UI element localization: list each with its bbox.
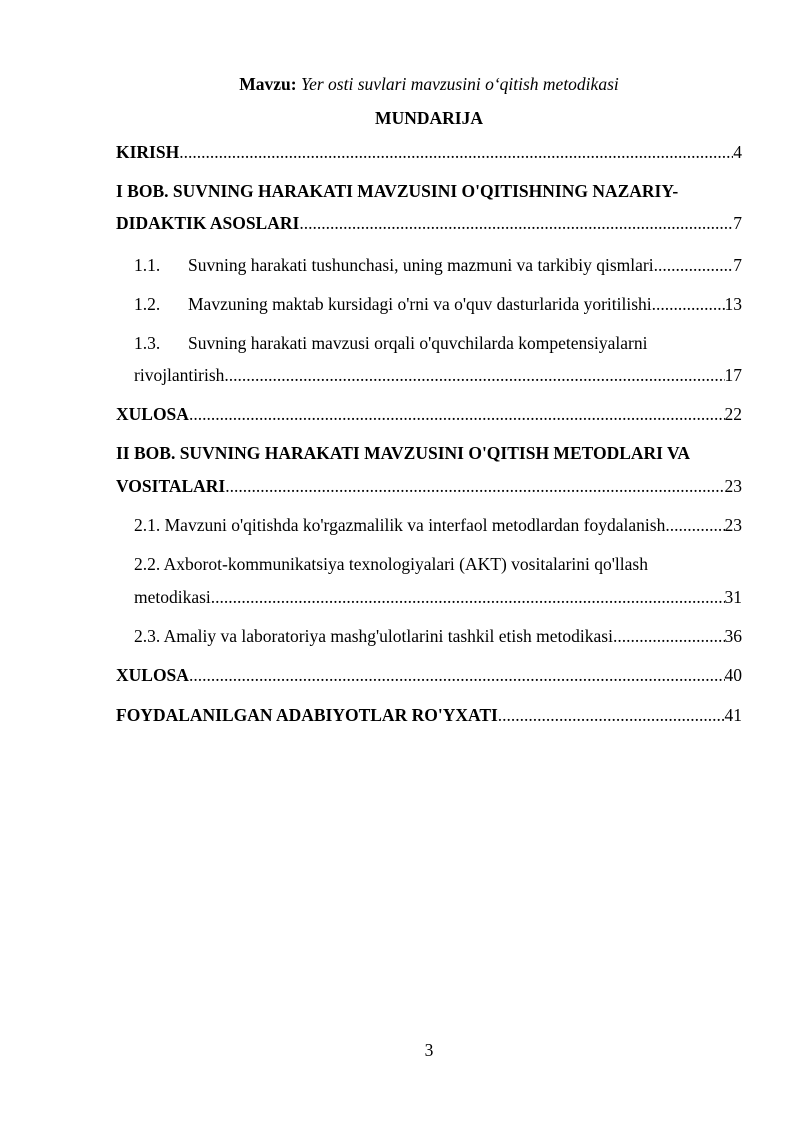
page-number: 3: [424, 1040, 434, 1060]
toc-entry-2-2-line1[interactable]: [134, 554, 742, 578]
toc-leader-dots: [189, 665, 725, 686]
toc-page-number: 4: [733, 142, 742, 162]
toc-entry-title: 2.3. Amaliy va laboratoriya mashg'ulotlarini tashkil etish metodikasi: [134, 626, 613, 646]
toc-entry-bob2-line2[interactable]: [116, 476, 742, 500]
toc-entry-number: 1.1.: [134, 255, 161, 275]
toc-leader-dots: [225, 476, 724, 497]
toc-entry-kirish[interactable]: [116, 142, 742, 166]
toc-entry-title: VOSITALARI: [116, 476, 226, 496]
toc-entry-title: DIDAKTIK ASOSLARI: [116, 213, 300, 233]
toc-entry-adabiyotlar[interactable]: [116, 705, 742, 729]
toc-entry-bob1-line2[interactable]: [116, 213, 742, 237]
toc-leader-dots: [299, 213, 733, 234]
toc-entry-number: 1.2.: [134, 294, 161, 314]
toc-entry-title: 2.2. Axborot-kommunikatsiya texnologiyalari (AKT) vositalarini qo'llash: [134, 554, 648, 574]
toc-entry-title: II BOB. SUVNING HARAKATI MAVZUSINI O'QITISH METODLARI VA: [116, 443, 691, 463]
toc-leader-dots: [179, 142, 733, 163]
toc-page-number: 7: [733, 213, 742, 233]
toc-leader-dots: [498, 705, 725, 726]
toc-leader-dots: [224, 365, 724, 386]
toc-entry-title: KIRISH: [116, 142, 180, 162]
toc-leader-dots: [189, 404, 725, 425]
toc-page-number: 36: [724, 626, 742, 646]
toc-leader-dots: [211, 587, 725, 608]
toc-page-number: 23: [724, 515, 742, 535]
toc-entry-number: 1.3.: [134, 333, 161, 353]
toc-entry-xulosa-2[interactable]: [116, 665, 742, 689]
toc-entry-1-1[interactable]: [134, 255, 742, 279]
toc-page-number: 31: [724, 587, 742, 607]
toc-entry-1-3-line1[interactable]: [134, 333, 742, 357]
topic-heading: [0, 74, 800, 95]
toc-entry-title: metodikasi: [134, 587, 211, 607]
toc-page-number: 17: [724, 365, 742, 385]
toc-entry-xulosa-1[interactable]: [116, 404, 742, 428]
toc-entry-title: 2.1. Mavzuni o'qitishda ko'rgazmalilik va interfaol metodlardan foydalanish: [134, 515, 666, 535]
toc-entry-bob2-line1[interactable]: [116, 443, 742, 467]
toc-entry-title: rivojlantirish: [134, 365, 225, 385]
toc-entry-title: Mavzuning maktab kursidagi o'rni va o'quv dasturlarida yoritilishi: [188, 294, 652, 314]
toc-leader-dots: [665, 515, 724, 536]
toc-entry-2-3[interactable]: [134, 626, 742, 650]
toc-page-number: 13: [724, 294, 742, 314]
toc-page-number: 41: [724, 705, 742, 725]
toc-entry-title: Suvning harakati mavzusi orqali o'quvchilarda kompetensiyalarni: [188, 333, 648, 353]
toc-entry-bob1-line1[interactable]: [116, 181, 742, 205]
topic-label: Mavzu:: [239, 74, 297, 94]
toc-leader-dots: [652, 294, 725, 315]
toc-leader-dots: [613, 626, 725, 647]
toc-entry-title: FOYDALANILGAN ADABIYOTLAR RO'YXATI: [116, 705, 498, 725]
toc-page-number: 23: [724, 476, 742, 496]
toc-entry-title: Suvning harakati tushunchasi, uning mazmuni va tarkibiy qismlari: [188, 255, 654, 275]
topic-title: Yer osti suvlari mavzusini o‘qitish metodikasi: [300, 74, 619, 94]
toc-entry-title: XULOSA: [116, 665, 189, 685]
toc-page-number: 40: [724, 665, 742, 685]
toc-entry-title: I BOB. SUVNING HARAKATI MAVZUSINI O'QITISHNING NAZARIY-: [116, 181, 679, 201]
toc-page-number: 7: [733, 255, 742, 275]
toc-entry-1-2[interactable]: [134, 294, 742, 318]
toc-entry-2-2-line2[interactable]: [134, 587, 742, 611]
toc-page-number: 22: [724, 404, 742, 424]
toc-entry-title: XULOSA: [116, 404, 189, 424]
toc-entry-2-1[interactable]: [134, 515, 742, 539]
toc-entry-1-3-line2[interactable]: [134, 365, 742, 389]
toc-leader-dots: [654, 255, 734, 276]
contents-title: MUNDARIJA: [375, 108, 483, 128]
